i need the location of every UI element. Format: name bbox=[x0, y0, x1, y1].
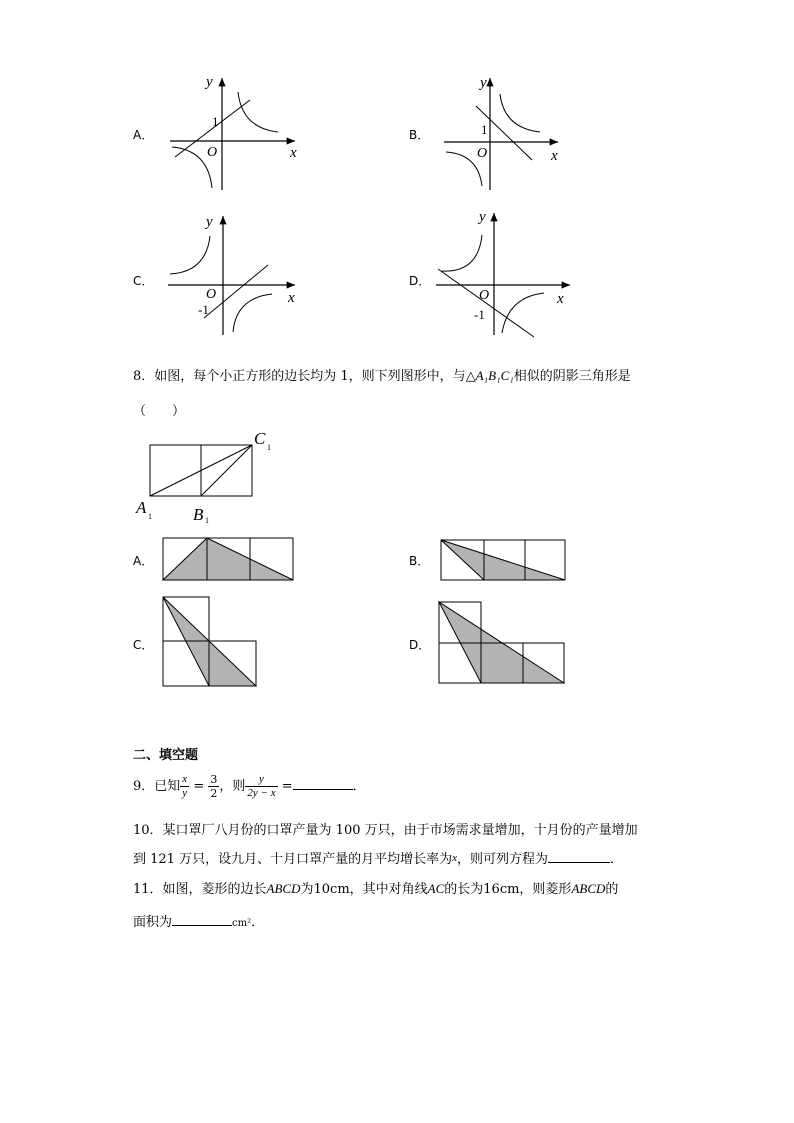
q7-graph-a bbox=[160, 70, 310, 195]
q11-text-a: 11．如图，菱形的边长 bbox=[133, 882, 267, 897]
hyperbola-branch bbox=[502, 293, 544, 333]
origin-label: O bbox=[477, 146, 488, 161]
frac-num: 3 bbox=[210, 773, 218, 786]
point-b1-label: B bbox=[193, 505, 204, 524]
q8-option-figure-c bbox=[160, 594, 262, 690]
q7-graph-b bbox=[440, 72, 570, 194]
q11-line2-a: 面积为 bbox=[133, 915, 173, 930]
q11-abcd: ABCD bbox=[266, 881, 301, 896]
q9 bbox=[133, 772, 366, 802]
point-c1-subscript: 1 bbox=[267, 443, 271, 452]
option-label-d: D． bbox=[409, 274, 431, 288]
q11-line2 bbox=[133, 911, 264, 930]
q10-line2-after: ，则可列方程为 bbox=[456, 852, 548, 867]
equals: = bbox=[281, 779, 293, 794]
q8-option-label-b: B． bbox=[409, 554, 430, 568]
hyperbola-branch bbox=[238, 92, 278, 132]
q8-stem-before: 如图，每个小正方形的边长均为 1，则下列图形中，与 bbox=[154, 369, 466, 384]
q8-stem-after: 相似的阴影三角形是 bbox=[513, 369, 631, 384]
segment-b1-c1 bbox=[201, 445, 252, 496]
q8-number: 8． bbox=[133, 369, 155, 384]
q8-option-figure-a bbox=[160, 535, 296, 583]
x-label: x bbox=[288, 290, 295, 306]
hyperbola-branch bbox=[442, 235, 482, 271]
q10-end: ． bbox=[609, 852, 623, 867]
origin-label: O bbox=[207, 145, 218, 160]
q8-option-label-d: D． bbox=[409, 638, 431, 652]
origin-label: O bbox=[206, 287, 217, 302]
q8-option-figure-b bbox=[437, 537, 569, 583]
point-c1-label: C bbox=[254, 429, 266, 448]
q11-end: ． bbox=[251, 915, 265, 930]
origin-label: O bbox=[479, 288, 490, 303]
q10-line2-before: 到 121 万只，设九月、十月口罩产量的月平均增长率为 bbox=[133, 852, 453, 867]
x-label: x bbox=[551, 148, 558, 164]
option-label-a: A． bbox=[133, 128, 154, 142]
y-label: y bbox=[206, 74, 213, 90]
hyperbola-branch bbox=[233, 294, 272, 332]
q10-line1: 10．某口罩厂八月份的口罩产量为 100 万只，由于市场需求量增加，十月份的产量增加 bbox=[133, 823, 638, 838]
q11-abcd-2: ABCD bbox=[571, 881, 606, 896]
shaded-triangle bbox=[163, 538, 293, 580]
intercept-label: -1 bbox=[474, 307, 485, 322]
q11-ac: AC bbox=[427, 881, 445, 896]
hyperbola-branch bbox=[170, 236, 210, 274]
fraction-3-over-2 bbox=[208, 773, 219, 800]
q9-then: ，则 bbox=[219, 779, 246, 794]
q11-line1 bbox=[133, 878, 618, 897]
frac-den: 2 bbox=[210, 787, 218, 800]
option-label-c: C． bbox=[133, 274, 154, 288]
answer-blank[interactable] bbox=[548, 850, 610, 863]
q11-unit: cm² bbox=[232, 918, 252, 929]
q10-line2 bbox=[133, 848, 623, 867]
option-label-b: B． bbox=[409, 128, 430, 142]
q8-option-label-c: C． bbox=[133, 638, 154, 652]
y-label: y bbox=[480, 75, 487, 91]
y-label: y bbox=[206, 214, 213, 230]
section-title: 二、填空题 bbox=[133, 748, 199, 763]
line bbox=[438, 269, 534, 337]
frac-den: y bbox=[182, 787, 188, 799]
answer-blank[interactable] bbox=[293, 777, 353, 790]
q8-main-figure bbox=[130, 425, 290, 527]
intercept-label: 1 bbox=[481, 122, 488, 137]
x-label: x bbox=[557, 291, 564, 307]
intercept-label: -1 bbox=[198, 302, 209, 317]
grid-square bbox=[150, 445, 201, 496]
q8-stem bbox=[133, 365, 631, 384]
q8-paren: （ ） bbox=[133, 404, 186, 419]
y-label: y bbox=[479, 209, 486, 225]
q8-option-label-a: A． bbox=[133, 554, 154, 568]
q9-end: ． bbox=[352, 779, 366, 794]
equals: = bbox=[193, 779, 205, 794]
intercept-label: 1 bbox=[212, 114, 219, 129]
point-a1-label: A bbox=[136, 498, 147, 517]
q10-variable: x bbox=[452, 852, 457, 864]
hyperbola-branch bbox=[172, 147, 212, 188]
q11-text-d: 的 bbox=[605, 882, 619, 897]
x-label: x bbox=[290, 145, 297, 161]
fraction-y-over-2y-minus-x bbox=[245, 773, 277, 800]
q7-graph-d bbox=[432, 205, 577, 340]
point-b1-subscript: 1 bbox=[205, 516, 209, 525]
shaded-triangle bbox=[441, 540, 565, 580]
fraction-x-over-y bbox=[180, 773, 189, 800]
q11-text-c: 的长为16cm，则菱形 bbox=[444, 882, 572, 897]
q9-number: 9． bbox=[133, 779, 155, 794]
answer-blank[interactable] bbox=[172, 913, 232, 926]
q9-known: 已知 bbox=[154, 779, 181, 794]
q8-option-figure-d bbox=[436, 599, 568, 687]
q11-text-b: 为10cm，其中对角线 bbox=[300, 882, 428, 897]
frac-num: y bbox=[245, 773, 277, 787]
q7-graph-c bbox=[160, 210, 310, 340]
hyperbola-branch bbox=[500, 94, 540, 132]
frac-num: x bbox=[182, 773, 188, 785]
point-a1-subscript: 1 bbox=[148, 512, 152, 521]
q8-triangle: △A₁B₁C₁ bbox=[465, 368, 514, 383]
frac-den: 2y − x bbox=[247, 787, 276, 799]
